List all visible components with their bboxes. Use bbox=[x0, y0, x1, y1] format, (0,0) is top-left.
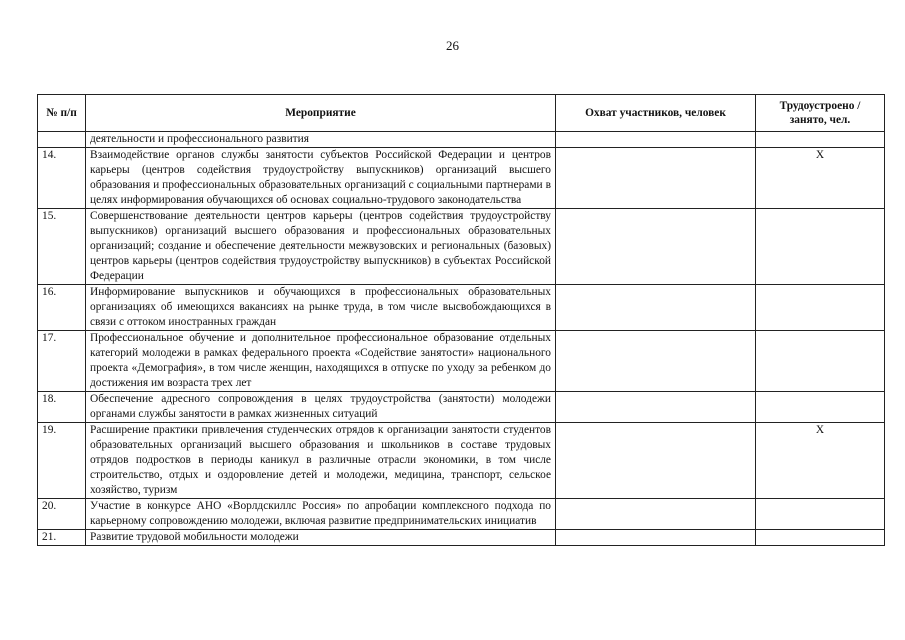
header-num: № п/п bbox=[38, 95, 86, 132]
row-employed: X bbox=[756, 423, 885, 499]
row-num: 17. bbox=[38, 331, 86, 392]
row-coverage bbox=[556, 148, 756, 209]
row-employed bbox=[756, 209, 885, 285]
row-coverage bbox=[556, 499, 756, 530]
row-event: Расширение практики привлечения студенческих отрядов к организации занятости студентов образовательных организаций высшего образования и школьников в составе трудовых отрядов подростков в периоды каникул в различные отрасли экономики, в том числе строительство, отдых и оздоровление детей и молодежи, медицина, транспорт, сельское хозяйство, туризм bbox=[86, 423, 556, 499]
row-coverage bbox=[556, 530, 756, 546]
table-row bbox=[38, 132, 885, 148]
table-row bbox=[38, 530, 885, 546]
row-employed bbox=[756, 331, 885, 392]
page-number: 26 bbox=[446, 38, 459, 53]
row-coverage bbox=[556, 132, 756, 148]
table-row bbox=[38, 148, 885, 209]
row-employed bbox=[756, 530, 885, 546]
row-coverage bbox=[556, 392, 756, 423]
row-event: Информирование выпускников и обучающихся в профессиональных образовательных организациях об имеющихся вакансиях на рынке труда, в том числе высвобождающихся в связи с оттоком иностранных граждан bbox=[86, 285, 556, 331]
events-table bbox=[37, 94, 885, 546]
row-num: 14. bbox=[38, 148, 86, 209]
row-coverage bbox=[556, 423, 756, 499]
row-coverage bbox=[556, 285, 756, 331]
row-num: 21. bbox=[38, 530, 86, 546]
row-event: деятельности и профессионального развития bbox=[86, 132, 556, 148]
row-num: 18. bbox=[38, 392, 86, 423]
row-employed bbox=[756, 392, 885, 423]
row-employed bbox=[756, 499, 885, 530]
table-row bbox=[38, 331, 885, 392]
row-num: 20. bbox=[38, 499, 86, 530]
row-event: Совершенствование деятельности центров карьеры (центров содействия трудоустройству выпускников) организаций высшего образования и профессиональных образовательных организаций; создание и обеспечение деятельности межвузовских и региональных (базовых) центров карьеры (центров содействия трудоустройству выпускников) в субъектах Российской Федерации bbox=[86, 209, 556, 285]
header-event: Мероприятие bbox=[86, 95, 556, 132]
row-employed bbox=[756, 132, 885, 148]
row-coverage bbox=[556, 209, 756, 285]
table-row bbox=[38, 285, 885, 331]
row-employed: X bbox=[756, 148, 885, 209]
header-employed: Трудоустроено / занято, чел. bbox=[756, 95, 885, 132]
row-event: Участие в конкурсе АНО «Ворлдскиллс Россия» по апробации комплексного подхода по карьерному сопровождению молодежи, включая развитие предпринимательских инициатив bbox=[86, 499, 556, 530]
header-coverage: Охват участников, человек bbox=[556, 95, 756, 132]
table-row bbox=[38, 423, 885, 499]
table-row bbox=[38, 499, 885, 530]
table-row bbox=[38, 392, 885, 423]
row-num bbox=[38, 132, 86, 148]
row-num: 15. bbox=[38, 209, 86, 285]
row-event: Обеспечение адресного сопровождения в целях трудоустройства (занятости) молодежи органами службы занятости в рамках жизненных ситуаций bbox=[86, 392, 556, 423]
row-event: Развитие трудовой мобильности молодежи bbox=[86, 530, 556, 546]
row-employed bbox=[756, 285, 885, 331]
row-event: Профессиональное обучение и дополнительное профессиональное образование отдельных категорий молодежи в рамках федерального проекта «Содействие занятости» национального проекта «Демография», в том числе женщин, находящихся в отпуске по уходу за ребенком до достижения им возраста трех лет bbox=[86, 331, 556, 392]
row-num: 16. bbox=[38, 285, 86, 331]
row-num: 19. bbox=[38, 423, 86, 499]
row-event: Взаимодействие органов службы занятости субъектов Российской Федерации и центров карьеры (центров содействия трудоустройству выпускников) организаций высшего образования и профессиональных образовательных организаций с социальными партнерами в целях информирования обучающихся об основах социально-трудового законодательства bbox=[86, 148, 556, 209]
table-header-row bbox=[38, 95, 885, 132]
row-coverage bbox=[556, 331, 756, 392]
table-row bbox=[38, 209, 885, 285]
